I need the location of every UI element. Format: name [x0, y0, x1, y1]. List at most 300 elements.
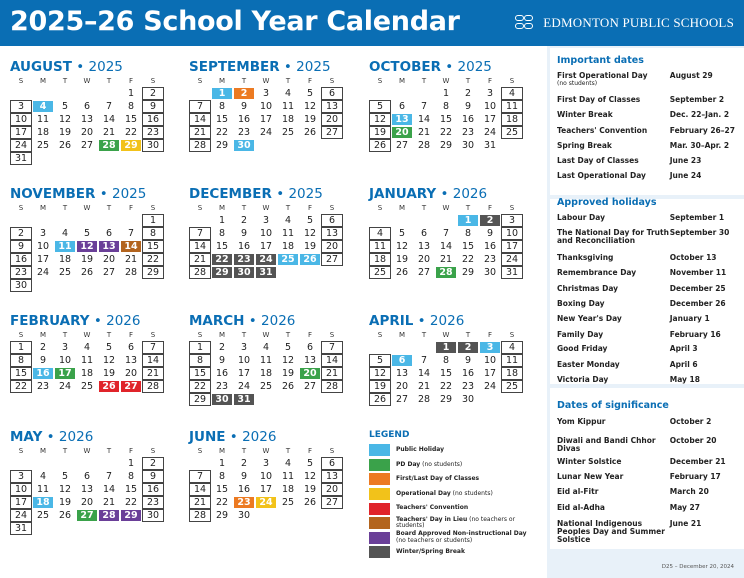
day-cell[interactable]: 3: [501, 214, 523, 227]
day-cell[interactable]: 27: [120, 380, 142, 393]
day-cell[interactable]: 21: [102, 127, 116, 138]
day-cell[interactable]: 6: [321, 87, 343, 100]
day-cell[interactable]: 21: [102, 497, 116, 508]
day-cell[interactable]: 17: [501, 240, 523, 253]
day-cell[interactable]: 1: [211, 87, 233, 100]
day-cell[interactable]: 26: [98, 380, 120, 393]
day-cell[interactable]: 14: [417, 368, 431, 379]
day-cell[interactable]: 19: [369, 126, 391, 139]
day-cell[interactable]: 2: [10, 227, 32, 240]
day-cell[interactable]: 11: [80, 355, 94, 366]
day-cell[interactable]: 18: [80, 368, 94, 379]
day-cell[interactable]: 6: [398, 101, 406, 112]
day-cell[interactable]: 16: [237, 484, 251, 495]
day-cell[interactable]: 24: [58, 381, 72, 392]
day-cell[interactable]: 19: [58, 127, 72, 138]
day-cell[interactable]: 18: [36, 127, 50, 138]
day-cell[interactable]: 30: [483, 267, 497, 278]
day-cell[interactable]: 3: [479, 341, 501, 354]
day-cell[interactable]: 28: [435, 266, 457, 279]
day-cell[interactable]: 2: [233, 87, 255, 100]
day-cell[interactable]: 16: [32, 367, 54, 380]
day-cell[interactable]: 7: [442, 228, 450, 239]
day-cell[interactable]: 17: [259, 241, 273, 252]
day-cell[interactable]: 10: [58, 355, 72, 366]
day-cell[interactable]: 29: [439, 140, 453, 151]
day-cell[interactable]: 27: [417, 267, 431, 278]
day-cell[interactable]: 30: [10, 279, 32, 292]
day-cell[interactable]: 4: [369, 227, 391, 240]
day-cell[interactable]: 23: [142, 496, 164, 509]
day-cell[interactable]: 1: [218, 458, 226, 469]
day-cell[interactable]: 22: [215, 127, 229, 138]
day-cell[interactable]: 12: [58, 114, 72, 125]
day-cell[interactable]: 18: [501, 367, 523, 380]
day-cell[interactable]: 11: [54, 240, 76, 253]
day-cell[interactable]: 12: [58, 484, 72, 495]
day-cell[interactable]: 20: [321, 483, 343, 496]
day-cell[interactable]: 16: [10, 253, 32, 266]
day-cell[interactable]: 28: [189, 266, 211, 279]
day-cell[interactable]: 26: [58, 140, 72, 151]
day-cell[interactable]: 15: [439, 368, 453, 379]
day-cell[interactable]: 22: [124, 127, 138, 138]
day-cell[interactable]: 18: [58, 254, 72, 265]
day-cell[interactable]: 24: [259, 127, 273, 138]
day-cell[interactable]: 19: [369, 380, 391, 393]
day-cell[interactable]: 11: [259, 355, 273, 366]
day-cell[interactable]: 28: [417, 394, 431, 405]
day-cell[interactable]: 7: [127, 228, 135, 239]
day-cell[interactable]: 8: [189, 354, 211, 367]
day-cell[interactable]: 17: [483, 114, 497, 125]
day-cell[interactable]: 26: [369, 139, 391, 152]
day-cell[interactable]: 16: [142, 113, 164, 126]
day-cell[interactable]: 21: [417, 381, 431, 392]
day-cell[interactable]: 27: [321, 253, 343, 266]
day-cell[interactable]: 31: [10, 522, 32, 535]
day-cell[interactable]: 10: [10, 113, 32, 126]
day-cell[interactable]: 6: [127, 342, 135, 353]
day-cell[interactable]: 22: [142, 253, 164, 266]
day-cell[interactable]: 7: [105, 101, 113, 112]
day-cell[interactable]: 26: [395, 267, 409, 278]
day-cell[interactable]: 25: [36, 510, 50, 521]
day-cell[interactable]: 13: [391, 113, 413, 126]
day-cell[interactable]: 20: [124, 368, 138, 379]
day-cell[interactable]: 13: [321, 100, 343, 113]
day-cell[interactable]: 20: [80, 497, 94, 508]
day-cell[interactable]: 12: [76, 240, 98, 253]
day-cell[interactable]: 23: [233, 253, 255, 266]
day-cell[interactable]: 23: [461, 127, 475, 138]
day-cell[interactable]: 14: [102, 114, 116, 125]
day-cell[interactable]: 3: [61, 342, 69, 353]
day-cell[interactable]: 21: [417, 127, 431, 138]
day-cell[interactable]: 28: [417, 140, 431, 151]
day-cell[interactable]: 15: [142, 240, 164, 253]
day-cell[interactable]: 25: [259, 381, 273, 392]
day-cell[interactable]: 11: [369, 240, 391, 253]
day-cell[interactable]: 29: [461, 267, 475, 278]
day-cell[interactable]: 26: [369, 393, 391, 406]
day-cell[interactable]: 14: [142, 354, 164, 367]
day-cell[interactable]: 29: [120, 509, 142, 522]
day-cell[interactable]: 17: [259, 114, 273, 125]
day-cell[interactable]: 8: [218, 228, 226, 239]
day-cell[interactable]: 11: [501, 354, 523, 367]
day-cell[interactable]: 16: [215, 368, 229, 379]
day-cell[interactable]: 20: [417, 254, 431, 265]
day-cell[interactable]: 18: [369, 253, 391, 266]
day-cell[interactable]: 14: [189, 113, 211, 126]
day-cell[interactable]: 5: [369, 100, 391, 113]
day-cell[interactable]: 2: [457, 341, 479, 354]
day-cell[interactable]: 10: [483, 101, 497, 112]
day-cell[interactable]: 7: [420, 101, 428, 112]
day-cell[interactable]: 27: [395, 394, 409, 405]
day-cell[interactable]: 6: [83, 471, 91, 482]
day-cell[interactable]: 30: [237, 510, 251, 521]
day-cell[interactable]: 4: [61, 228, 69, 239]
day-cell[interactable]: 31: [10, 152, 32, 165]
day-cell[interactable]: 14: [189, 483, 211, 496]
day-cell[interactable]: 17: [54, 367, 76, 380]
day-cell[interactable]: 4: [501, 87, 523, 100]
day-cell[interactable]: 14: [120, 240, 142, 253]
day-cell[interactable]: 5: [306, 215, 314, 226]
day-cell[interactable]: 9: [486, 228, 494, 239]
day-cell[interactable]: 26: [80, 267, 94, 278]
day-cell[interactable]: 27: [80, 140, 94, 151]
day-cell[interactable]: 25: [369, 266, 391, 279]
day-cell[interactable]: 8: [10, 354, 32, 367]
day-cell[interactable]: 4: [284, 215, 292, 226]
day-cell[interactable]: 15: [10, 367, 32, 380]
day-cell[interactable]: 23: [142, 126, 164, 139]
day-cell[interactable]: 27: [102, 267, 116, 278]
day-cell[interactable]: 2: [240, 458, 248, 469]
day-cell[interactable]: 15: [215, 114, 229, 125]
day-cell[interactable]: 17: [36, 254, 50, 265]
day-cell[interactable]: 29: [189, 393, 211, 406]
day-cell[interactable]: 5: [284, 342, 292, 353]
day-cell[interactable]: 30: [461, 140, 475, 151]
day-cell[interactable]: 13: [417, 241, 431, 252]
day-cell[interactable]: 21: [142, 367, 164, 380]
day-cell[interactable]: 23: [36, 381, 50, 392]
day-cell[interactable]: 9: [240, 101, 248, 112]
day-cell[interactable]: 9: [142, 470, 164, 483]
day-cell[interactable]: 15: [189, 367, 211, 380]
day-cell[interactable]: 12: [281, 355, 295, 366]
day-cell[interactable]: 26: [303, 497, 317, 508]
day-cell[interactable]: 14: [102, 484, 116, 495]
day-cell[interactable]: 22: [189, 380, 211, 393]
day-cell[interactable]: 22: [10, 380, 32, 393]
day-cell[interactable]: 25: [277, 253, 299, 266]
day-cell[interactable]: 29: [142, 266, 164, 279]
day-cell[interactable]: 21: [189, 126, 211, 139]
day-cell[interactable]: 25: [501, 126, 523, 139]
day-cell[interactable]: 23: [10, 266, 32, 279]
day-cell[interactable]: 1: [435, 341, 457, 354]
day-cell[interactable]: 3: [10, 100, 32, 113]
day-cell[interactable]: 2: [142, 457, 164, 470]
day-cell[interactable]: 17: [10, 126, 32, 139]
day-cell[interactable]: 29: [211, 266, 233, 279]
day-cell[interactable]: 6: [306, 342, 314, 353]
day-cell[interactable]: 29: [120, 139, 142, 152]
day-cell[interactable]: 4: [262, 342, 270, 353]
day-cell[interactable]: 13: [395, 368, 409, 379]
day-cell[interactable]: 9: [39, 355, 47, 366]
day-cell[interactable]: 5: [105, 342, 113, 353]
day-cell[interactable]: 7: [420, 355, 428, 366]
day-cell[interactable]: 30: [233, 139, 255, 152]
day-cell[interactable]: 9: [142, 100, 164, 113]
day-cell[interactable]: 19: [303, 114, 317, 125]
day-cell[interactable]: 11: [501, 100, 523, 113]
day-cell[interactable]: 5: [398, 228, 406, 239]
day-cell[interactable]: 7: [189, 227, 211, 240]
day-cell[interactable]: 10: [10, 483, 32, 496]
day-cell[interactable]: 1: [142, 214, 164, 227]
day-cell[interactable]: 4: [32, 100, 54, 113]
day-cell[interactable]: 10: [259, 228, 273, 239]
day-cell[interactable]: 22: [461, 254, 475, 265]
day-cell[interactable]: 29: [439, 394, 453, 405]
day-cell[interactable]: 16: [237, 241, 251, 252]
day-cell[interactable]: 10: [259, 471, 273, 482]
day-cell[interactable]: 7: [142, 341, 164, 354]
day-cell[interactable]: 18: [281, 484, 295, 495]
day-cell[interactable]: 12: [102, 355, 116, 366]
day-cell[interactable]: 25: [501, 380, 523, 393]
day-cell[interactable]: 13: [321, 470, 343, 483]
day-cell[interactable]: 29: [215, 510, 229, 521]
day-cell[interactable]: 15: [461, 241, 475, 252]
day-cell[interactable]: 5: [61, 101, 69, 112]
day-cell[interactable]: 31: [501, 266, 523, 279]
day-cell[interactable]: 12: [303, 228, 317, 239]
day-cell[interactable]: 9: [10, 240, 32, 253]
day-cell[interactable]: 15: [215, 241, 229, 252]
day-cell[interactable]: 21: [321, 367, 343, 380]
day-cell[interactable]: 2: [142, 87, 164, 100]
day-cell[interactable]: 2: [240, 215, 248, 226]
day-cell[interactable]: 24: [237, 381, 251, 392]
day-cell[interactable]: 24: [255, 253, 277, 266]
day-cell[interactable]: 30: [142, 509, 164, 522]
day-cell[interactable]: 1: [127, 88, 135, 99]
day-cell[interactable]: 24: [483, 127, 497, 138]
day-cell[interactable]: 4: [284, 458, 292, 469]
day-cell[interactable]: 17: [10, 496, 32, 509]
day-cell[interactable]: 10: [501, 227, 523, 240]
day-cell[interactable]: 15: [124, 484, 138, 495]
day-cell[interactable]: 8: [464, 228, 472, 239]
day-cell[interactable]: 27: [303, 381, 317, 392]
day-cell[interactable]: 13: [321, 227, 343, 240]
day-cell[interactable]: 19: [102, 368, 116, 379]
day-cell[interactable]: 7: [189, 100, 211, 113]
day-cell[interactable]: 31: [483, 140, 497, 151]
day-cell[interactable]: 1: [189, 341, 211, 354]
day-cell[interactable]: 18: [281, 241, 295, 252]
day-cell[interactable]: 24: [483, 381, 497, 392]
day-cell[interactable]: 19: [303, 241, 317, 252]
day-cell[interactable]: 24: [10, 139, 32, 152]
day-cell[interactable]: 21: [439, 254, 453, 265]
day-cell[interactable]: 11: [36, 484, 50, 495]
day-cell[interactable]: 4: [284, 88, 292, 99]
day-cell[interactable]: 28: [321, 380, 343, 393]
day-cell[interactable]: 21: [189, 253, 211, 266]
day-cell[interactable]: 10: [259, 101, 273, 112]
day-cell[interactable]: 11: [281, 228, 295, 239]
day-cell[interactable]: 3: [262, 458, 270, 469]
day-cell[interactable]: 22: [439, 381, 453, 392]
day-cell[interactable]: 2: [479, 214, 501, 227]
day-cell[interactable]: 27: [321, 126, 343, 139]
day-cell[interactable]: 27: [76, 509, 98, 522]
day-cell[interactable]: 6: [321, 457, 343, 470]
day-cell[interactable]: 25: [281, 127, 295, 138]
day-cell[interactable]: 19: [281, 368, 295, 379]
day-cell[interactable]: 6: [83, 101, 91, 112]
day-cell[interactable]: 23: [233, 496, 255, 509]
day-cell[interactable]: 3: [39, 228, 47, 239]
day-cell[interactable]: 6: [105, 228, 113, 239]
day-cell[interactable]: 16: [483, 241, 497, 252]
day-cell[interactable]: 18: [501, 113, 523, 126]
day-cell[interactable]: 12: [369, 367, 391, 380]
day-cell[interactable]: 5: [61, 471, 69, 482]
day-cell[interactable]: 22: [215, 497, 229, 508]
day-cell[interactable]: 8: [218, 471, 226, 482]
day-cell[interactable]: 11: [281, 471, 295, 482]
day-cell[interactable]: 20: [102, 254, 116, 265]
day-cell[interactable]: 1: [10, 341, 32, 354]
day-cell[interactable]: 27: [321, 496, 343, 509]
day-cell[interactable]: 3: [262, 215, 270, 226]
day-cell[interactable]: 28: [98, 139, 120, 152]
day-cell[interactable]: 31: [255, 266, 277, 279]
day-cell[interactable]: 8: [127, 101, 135, 112]
day-cell[interactable]: 12: [369, 113, 391, 126]
day-cell[interactable]: 22: [211, 253, 233, 266]
day-cell[interactable]: 30: [461, 394, 475, 405]
day-cell[interactable]: 25: [80, 381, 94, 392]
day-cell[interactable]: 28: [142, 380, 164, 393]
day-cell[interactable]: 17: [483, 368, 497, 379]
day-cell[interactable]: 1: [442, 88, 450, 99]
day-cell[interactable]: 1: [457, 214, 479, 227]
day-cell[interactable]: 25: [36, 140, 50, 151]
day-cell[interactable]: 7: [321, 341, 343, 354]
day-cell[interactable]: 16: [142, 483, 164, 496]
day-cell[interactable]: 2: [218, 342, 226, 353]
day-cell[interactable]: 20: [321, 113, 343, 126]
day-cell[interactable]: 8: [442, 355, 450, 366]
day-cell[interactable]: 14: [189, 240, 211, 253]
day-cell[interactable]: 3: [486, 88, 494, 99]
day-cell[interactable]: 3: [262, 88, 270, 99]
day-cell[interactable]: 18: [32, 496, 54, 509]
day-cell[interactable]: 9: [218, 355, 226, 366]
day-cell[interactable]: 28: [98, 509, 120, 522]
day-cell[interactable]: 22: [439, 127, 453, 138]
day-cell[interactable]: 11: [36, 114, 50, 125]
day-cell[interactable]: 11: [281, 101, 295, 112]
day-cell[interactable]: 12: [395, 241, 409, 252]
day-cell[interactable]: 5: [369, 354, 391, 367]
day-cell[interactable]: 4: [83, 342, 91, 353]
day-cell[interactable]: 27: [395, 140, 409, 151]
day-cell[interactable]: 20: [299, 367, 321, 380]
day-cell[interactable]: 17: [259, 484, 273, 495]
day-cell[interactable]: 14: [417, 114, 431, 125]
day-cell[interactable]: 14: [439, 241, 453, 252]
day-cell[interactable]: 1: [218, 215, 226, 226]
day-cell[interactable]: 17: [237, 368, 251, 379]
day-cell[interactable]: 9: [240, 471, 248, 482]
day-cell[interactable]: 30: [142, 139, 164, 152]
day-cell[interactable]: 3: [10, 470, 32, 483]
day-cell[interactable]: 7: [189, 470, 211, 483]
day-cell[interactable]: 8: [442, 101, 450, 112]
day-cell[interactable]: 22: [124, 497, 138, 508]
day-cell[interactable]: 13: [124, 355, 138, 366]
day-cell[interactable]: 13: [303, 355, 317, 366]
day-cell[interactable]: 19: [395, 254, 409, 265]
day-cell[interactable]: 5: [83, 228, 91, 239]
day-cell[interactable]: 24: [255, 496, 277, 509]
day-cell[interactable]: 4: [39, 471, 47, 482]
day-cell[interactable]: 19: [58, 497, 72, 508]
day-cell[interactable]: 25: [281, 497, 295, 508]
day-cell[interactable]: 13: [80, 114, 94, 125]
day-cell[interactable]: 12: [303, 101, 317, 112]
day-cell[interactable]: 26: [299, 253, 321, 266]
day-cell[interactable]: 24: [10, 509, 32, 522]
day-cell[interactable]: 19: [303, 484, 317, 495]
day-cell[interactable]: 25: [58, 267, 72, 278]
day-cell[interactable]: 9: [464, 355, 472, 366]
day-cell[interactable]: 13: [98, 240, 120, 253]
day-cell[interactable]: 6: [391, 354, 413, 367]
day-cell[interactable]: 12: [303, 471, 317, 482]
day-cell[interactable]: 20: [391, 126, 413, 139]
day-cell[interactable]: 31: [233, 393, 255, 406]
day-cell[interactable]: 8: [218, 101, 226, 112]
day-cell[interactable]: 20: [321, 240, 343, 253]
day-cell[interactable]: 14: [321, 354, 343, 367]
day-cell[interactable]: 28: [189, 139, 211, 152]
day-cell[interactable]: 6: [321, 214, 343, 227]
day-cell[interactable]: 15: [439, 114, 453, 125]
day-cell[interactable]: 26: [58, 510, 72, 521]
day-cell[interactable]: 2: [464, 88, 472, 99]
day-cell[interactable]: 5: [306, 458, 314, 469]
day-cell[interactable]: 16: [461, 368, 475, 379]
day-cell[interactable]: 23: [483, 254, 497, 265]
day-cell[interactable]: 20: [395, 381, 409, 392]
day-cell[interactable]: 21: [189, 496, 211, 509]
day-cell[interactable]: 8: [127, 471, 135, 482]
day-cell[interactable]: 10: [483, 355, 497, 366]
